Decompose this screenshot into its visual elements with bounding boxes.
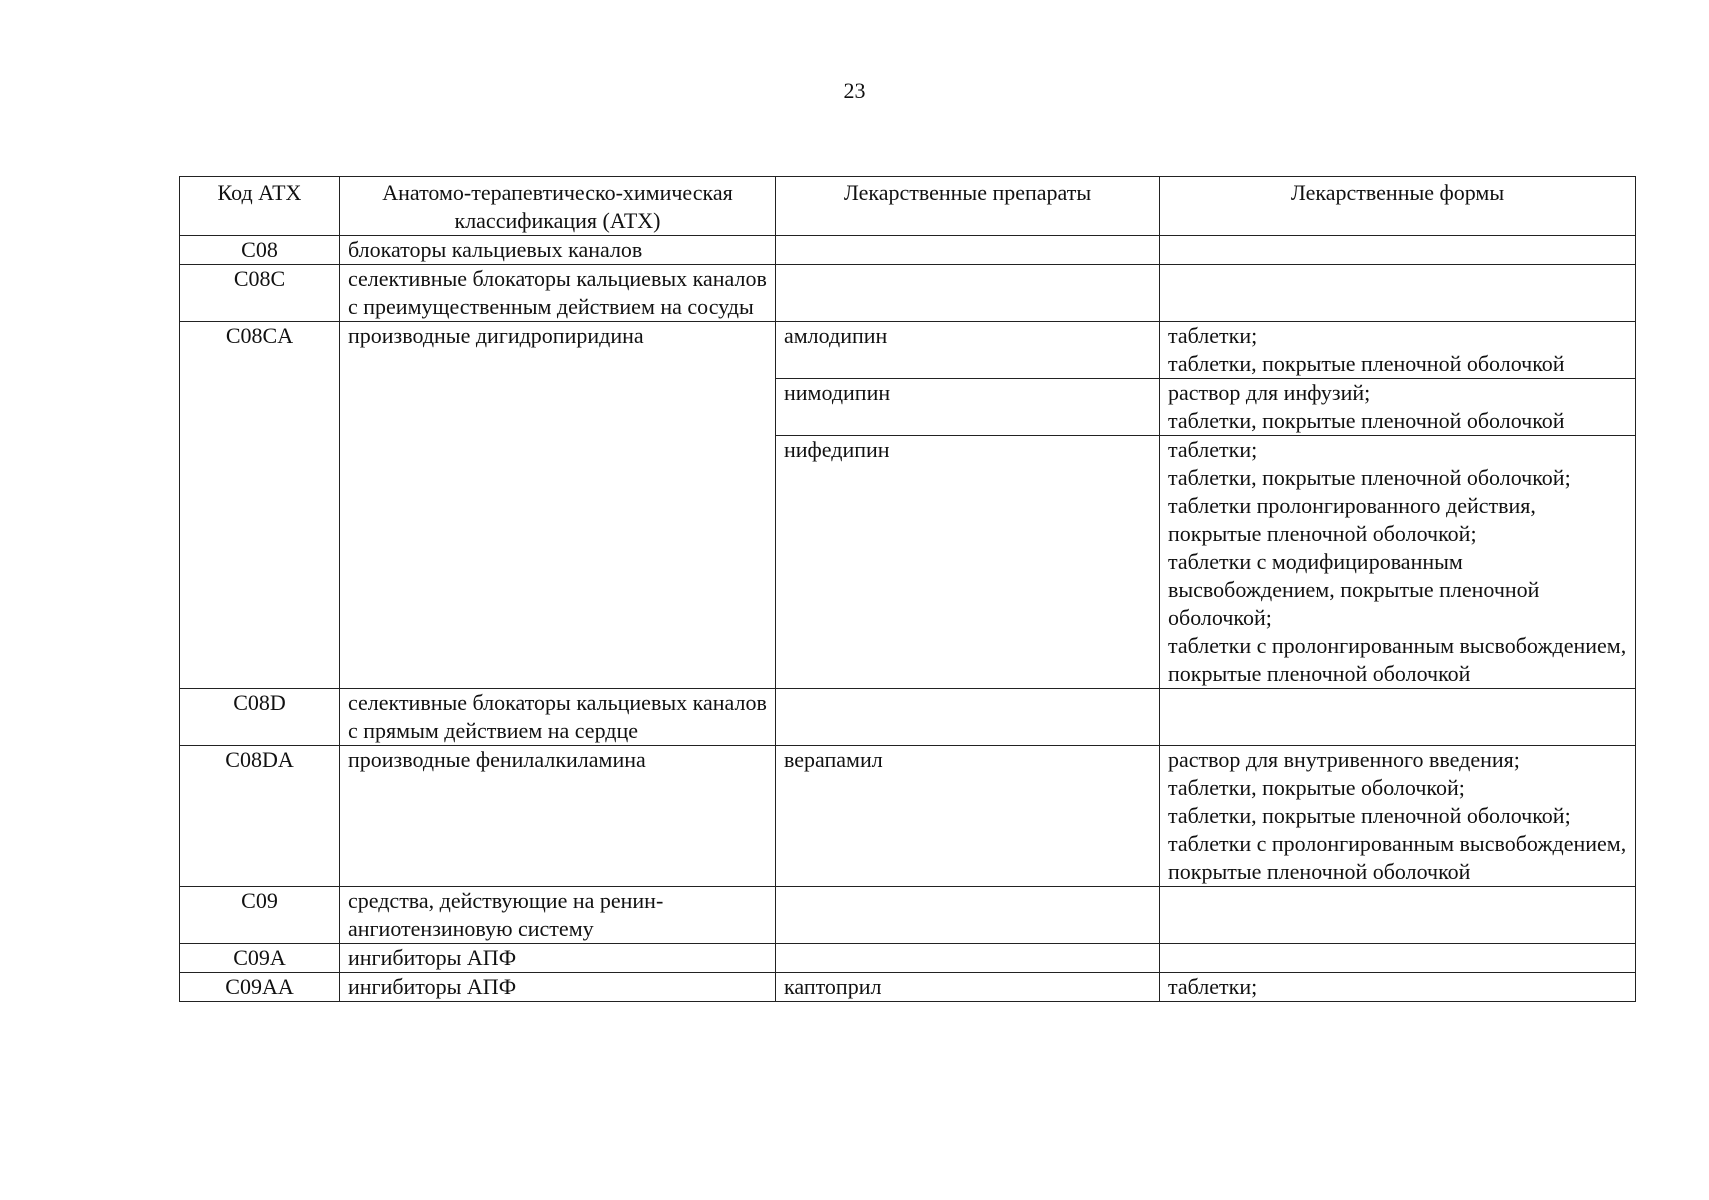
dosage-forms: таблетки;: [1160, 973, 1636, 1002]
atx-classification: ингибиторы АПФ: [340, 944, 776, 973]
table-row: [180, 944, 1636, 973]
dosage-forms: [1160, 236, 1636, 265]
drug-name: [776, 887, 1160, 944]
table-row: [180, 265, 1636, 322]
drug-name: [776, 236, 1160, 265]
header-code: Код АТХ: [180, 177, 340, 236]
drug-name: [776, 689, 1160, 746]
atx-code: C08: [180, 236, 340, 265]
drug-name: верапамил: [776, 746, 1160, 887]
atx-classification: ингибиторы АПФ: [340, 973, 776, 1002]
atx-code: C09: [180, 887, 340, 944]
atx-code: C08CA: [180, 322, 340, 689]
dosage-forms: таблетки; таблетки, покрытые пленочной оболочкой: [1160, 322, 1636, 379]
table-row: [180, 322, 1636, 379]
atx-classification: селективные блокаторы кальциевых каналов с прямым действием на сердце: [340, 689, 776, 746]
drug-name: [776, 265, 1160, 322]
dosage-forms: [1160, 887, 1636, 944]
dosage-forms: раствор для внутривенного введения; таблетки, покрытые оболочкой; таблетки, покрытые пленочной оболочкой; таблетки с пролонгированным высвобождением, покрытые пленочной оболочкой: [1160, 746, 1636, 887]
dosage-forms: раствор для инфузий; таблетки, покрытые пленочной оболочкой: [1160, 379, 1636, 436]
atx-classification: средства, действующие на ренин-ангиотензиновую систему: [340, 887, 776, 944]
drug-name: нимодипин: [776, 379, 1160, 436]
drug-name: нифедипин: [776, 436, 1160, 689]
drug-name: [776, 944, 1160, 973]
atx-classification: селективные блокаторы кальциевых каналов с преимущественным действием на сосуды: [340, 265, 776, 322]
header-classification: Анатомо-терапевтическо-химическая классификация (АТХ): [340, 177, 776, 236]
page-number: 23: [843, 78, 866, 103]
atx-classification: производные фенилалкиламина: [340, 746, 776, 887]
atx-code: C09AA: [180, 973, 340, 1002]
atx-code: C08D: [180, 689, 340, 746]
header-drugs: Лекарственные препараты: [776, 177, 1160, 236]
atx-drug-table: [179, 176, 1636, 1002]
atx-classification: производные дигидропиридина: [340, 322, 776, 689]
drug-name: амлодипин: [776, 322, 1160, 379]
table-row: [180, 746, 1636, 887]
dosage-forms: [1160, 944, 1636, 973]
drug-name: каптоприл: [776, 973, 1160, 1002]
table-row: [180, 689, 1636, 746]
atx-code: C09A: [180, 944, 340, 973]
table-row: [180, 236, 1636, 265]
atx-classification: блокаторы кальциевых каналов: [340, 236, 776, 265]
atx-code: C08DA: [180, 746, 340, 887]
dosage-forms: таблетки; таблетки, покрытые пленочной оболочкой; таблетки пролонгированного действия, покрытые пленочной оболочкой; таблетки с модифицированным высвобождением, покрытые пленочной оболочкой; таблетки с пролонгированным высвобождением, покрытые пленочной оболочкой: [1160, 436, 1636, 689]
header-forms: Лекарственные формы: [1160, 177, 1636, 236]
dosage-forms: [1160, 265, 1636, 322]
dosage-forms: [1160, 689, 1636, 746]
table-row: [180, 973, 1636, 1002]
table-row: [180, 887, 1636, 944]
table-header-row: [180, 177, 1636, 236]
atx-code: C08C: [180, 265, 340, 322]
